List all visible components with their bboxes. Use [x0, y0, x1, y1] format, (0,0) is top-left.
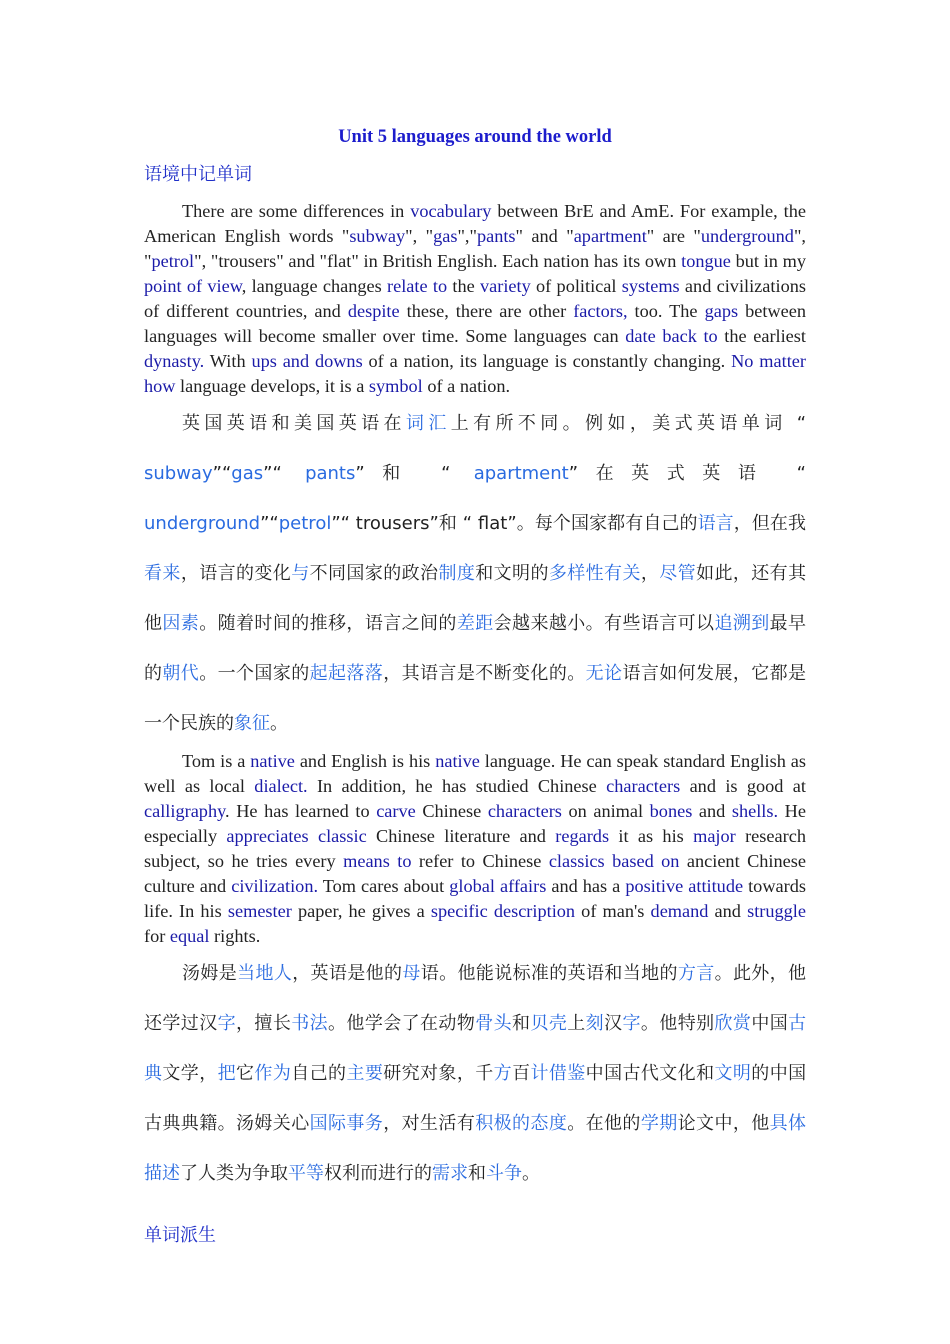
text-run: ”“ trousers”和 “ flat”。每个国家都有自己的 — [331, 513, 698, 534]
text-run: 文学， — [162, 1063, 218, 1084]
paragraph-chinese-1 — [144, 399, 806, 749]
text-run: He especially — [144, 801, 806, 846]
text-run: 语。他能说标准的英语和当地的 — [420, 963, 678, 984]
highlighted-vocabulary: positive attitude — [625, 876, 744, 896]
highlighted-vocabulary: petrol — [278, 513, 332, 534]
text-run: ，对生活有 — [383, 1113, 476, 1134]
text-run: 论文中，他 — [677, 1113, 770, 1134]
text-run: " and " — [515, 226, 574, 246]
highlighted-vocabulary: characters — [487, 801, 562, 821]
highlighted-vocabulary: pants — [305, 463, 356, 484]
text-run: ”在英式英语 “ — [568, 463, 807, 484]
text-run: 。 — [270, 713, 288, 734]
highlighted-vocabulary: 古典 — [144, 1013, 807, 1084]
highlighted-vocabulary: native — [435, 751, 480, 771]
text-run: 它 — [236, 1063, 255, 1084]
highlighted-vocabulary: major — [693, 826, 736, 846]
text-run: Chinese — [415, 801, 488, 821]
highlighted-vocabulary: specific description — [430, 901, 576, 921]
highlighted-vocabulary: petrol — [151, 251, 195, 271]
text-run: too. The — [627, 301, 705, 321]
text-run: 最早的 — [144, 613, 807, 684]
highlighted-vocabulary: relate to — [387, 276, 448, 296]
text-run: but in my — [730, 251, 807, 271]
highlighted-vocabulary: 尽管 — [659, 563, 697, 584]
highlighted-vocabulary: struggle — [747, 901, 806, 921]
highlighted-vocabulary: tongue — [681, 251, 731, 271]
text-run: 。此外，他还学过汉 — [144, 963, 807, 1034]
highlighted-vocabulary: 文明 — [714, 1063, 752, 1084]
highlighted-vocabulary: bones — [649, 801, 693, 821]
text-run: 汤姆是 — [182, 963, 238, 984]
text-run: language. He can speak standard English as well as local — [144, 751, 806, 796]
text-run: . He has learned to — [225, 801, 377, 821]
text-run: ，英语是他的 — [292, 963, 403, 984]
text-run: " are " — [646, 226, 701, 246]
highlighted-vocabulary: subway — [349, 226, 406, 246]
text-run: on animal — [561, 801, 650, 821]
text-run: of a nation. — [422, 376, 511, 396]
highlighted-vocabulary: pants — [476, 226, 516, 246]
highlighted-vocabulary: 方 — [493, 1063, 513, 1084]
text-run: 汉 — [604, 1013, 623, 1034]
highlighted-vocabulary: 书法 — [291, 1013, 329, 1034]
text-run: and English is his — [294, 751, 436, 771]
highlighted-vocabulary: vocabulary — [410, 201, 492, 221]
text-run: ，语言的变化 — [180, 563, 292, 584]
highlighted-vocabulary: underground — [144, 513, 261, 534]
text-run: of man's — [575, 901, 651, 921]
highlighted-vocabulary: 主要 — [346, 1063, 384, 1084]
highlighted-vocabulary: gas — [231, 463, 264, 484]
highlighted-vocabulary: point of view — [144, 276, 242, 296]
text-run: ”和 “ — [355, 463, 474, 484]
text-run: 中国古代文化和 — [585, 1063, 715, 1084]
text-run: Tom cares about — [318, 876, 450, 896]
text-run: 百 — [512, 1063, 531, 1084]
text-run: In addition, he has studied Chinese — [307, 776, 607, 796]
paragraph-english-2 — [144, 749, 806, 949]
text-run: 了人类为争取 — [180, 1163, 288, 1184]
text-run: and has a — [546, 876, 626, 896]
highlighted-vocabulary: systems — [621, 276, 680, 296]
text-run: 的中国古典典籍。汤姆关心 — [144, 1063, 807, 1134]
text-run: ， — [640, 563, 660, 584]
text-run: 和 — [468, 1163, 486, 1184]
highlighted-vocabulary: 斗争 — [486, 1163, 522, 1184]
text-run: 和文明的 — [475, 563, 549, 584]
highlighted-vocabulary: 计借鉴 — [530, 1063, 586, 1084]
highlighted-vocabulary: shells. — [731, 801, 779, 821]
text-run: 权利而进行的 — [324, 1163, 432, 1184]
highlighted-vocabulary: 词汇 — [405, 413, 451, 434]
highlighted-vocabulary: 无论 — [585, 663, 623, 684]
text-run: With — [204, 351, 252, 371]
highlighted-vocabulary: carve — [376, 801, 416, 821]
text-run: 英国英语和美国英语在 — [182, 413, 406, 434]
text-run: Chinese literature and — [366, 826, 556, 846]
text-run: 语言如何发展，它都是一个民族的 — [144, 663, 807, 734]
text-run: 和 — [512, 1013, 531, 1034]
highlighted-vocabulary: 平等 — [288, 1163, 324, 1184]
highlighted-vocabulary: 作为 — [254, 1063, 292, 1084]
highlighted-vocabulary: 语言 — [697, 513, 734, 534]
section-heading-context-vocabulary: 语境中记单词 — [144, 164, 252, 185]
text-run: and — [692, 801, 732, 821]
text-run: towards life. In his — [144, 876, 806, 921]
text-run: 。在他的 — [567, 1113, 641, 1134]
highlighted-vocabulary: 贝壳 — [530, 1013, 568, 1034]
highlighted-vocabulary: dynasty. — [144, 351, 205, 371]
highlighted-vocabulary: native — [250, 751, 295, 771]
text-run: ，但在我 — [733, 513, 807, 534]
document-title: Unit 5 languages around the world — [338, 127, 612, 147]
highlighted-vocabulary: 因素 — [162, 613, 200, 634]
highlighted-vocabulary: 看来 — [144, 563, 181, 584]
highlighted-vocabulary: 国际事务 — [309, 1113, 384, 1134]
highlighted-vocabulary: subway — [144, 463, 213, 484]
text-run: 。他学会了在动物 — [328, 1013, 476, 1034]
highlighted-vocabulary: 具体描述 — [144, 1113, 807, 1184]
text-run: rights. — [209, 926, 261, 946]
highlighted-vocabulary: 多样性有关 — [548, 563, 641, 584]
highlighted-vocabulary: date back to — [625, 326, 718, 346]
text-run: ", "trousers" and "flat" in British English. Each nation has its own — [194, 251, 682, 271]
text-run: ，擅长 — [236, 1013, 292, 1034]
text-run — [309, 826, 318, 846]
highlighted-vocabulary: ups and downs — [251, 351, 363, 371]
text-run: between languages will become smaller over time. Some languages can — [144, 301, 806, 346]
highlighted-vocabulary: 积极的态度 — [475, 1113, 568, 1134]
highlighted-vocabulary: variety — [480, 276, 531, 296]
highlighted-vocabulary: characters — [606, 776, 681, 796]
text-run: 自己的 — [291, 1063, 347, 1084]
highlighted-vocabulary: classics — [548, 851, 605, 871]
highlighted-vocabulary: gaps — [704, 301, 739, 321]
text-run: these, there are other — [399, 301, 574, 321]
highlighted-vocabulary: appreciates — [226, 826, 309, 846]
text-run: of a nation, its language is constantly changing. — [362, 351, 732, 371]
text-run: research subject, so he tries every — [144, 826, 806, 871]
highlighted-vocabulary: underground — [700, 226, 794, 246]
highlighted-vocabulary: 需求 — [432, 1163, 468, 1184]
highlighted-vocabulary: 差距 — [456, 613, 494, 634]
highlighted-vocabulary: 象征 — [234, 713, 270, 734]
highlighted-vocabulary: based on — [612, 851, 680, 871]
text-run: 。一个国家的 — [199, 663, 310, 684]
text-run: and civilizations of different countries, and — [144, 276, 806, 321]
highlighted-vocabulary: despite — [347, 301, 400, 321]
text-run: ”“ — [263, 463, 306, 484]
text-run: 。 — [522, 1163, 540, 1184]
text-run: There are some differences in — [182, 201, 411, 221]
highlighted-vocabulary: 当地人 — [237, 963, 293, 984]
highlighted-vocabulary: 学期 — [640, 1113, 678, 1134]
highlighted-vocabulary: dialect. — [254, 776, 308, 796]
highlighted-vocabulary: factors, — [573, 301, 628, 321]
text-run: Tom is a — [182, 751, 251, 771]
text-run: 如此，还有其他 — [144, 563, 807, 634]
text-run: 上 — [567, 1013, 586, 1034]
highlighted-vocabulary: civilization. — [231, 876, 319, 896]
highlighted-vocabulary: 把 — [217, 1063, 237, 1084]
highlighted-vocabulary: 母 — [402, 963, 421, 984]
paragraph-english-1 — [144, 199, 806, 399]
highlighted-vocabulary: 制度 — [438, 563, 476, 584]
text-run — [605, 851, 612, 871]
highlighted-vocabulary: 朝代 — [162, 663, 200, 684]
text-run: 。他特别 — [640, 1013, 715, 1034]
text-run: for — [144, 926, 170, 946]
text-run: 。随着时间的推移，语言之间的 — [199, 613, 457, 634]
highlighted-vocabulary: 刻 — [585, 1013, 605, 1034]
highlighted-vocabulary: No matter how — [144, 351, 806, 396]
text-run: language develops, it is a — [175, 376, 369, 396]
highlighted-vocabulary: means to — [343, 851, 412, 871]
highlighted-vocabulary: 字 — [217, 1013, 237, 1034]
text-run: between BrE and AmE. For example, the American English words " — [144, 201, 806, 246]
highlighted-vocabulary: calligraphy — [144, 801, 226, 821]
highlighted-vocabulary: semester — [227, 901, 292, 921]
highlighted-vocabulary: equal — [169, 926, 210, 946]
text-run: ”“ — [212, 463, 232, 484]
highlighted-vocabulary: global affairs — [449, 876, 547, 896]
text-run: the earliest — [717, 326, 806, 346]
text-run: of political — [530, 276, 622, 296]
highlighted-vocabulary: 与 — [291, 563, 310, 584]
text-run: 上有所不同。例如，美式英语单词 “ — [450, 413, 807, 434]
text-run: ancient Chinese culture and — [144, 851, 806, 896]
highlighted-vocabulary: 方言 — [677, 963, 715, 984]
text-run: "," — [457, 226, 477, 246]
highlighted-vocabulary: 欣赏 — [714, 1013, 752, 1034]
text-run: ”“ — [260, 513, 279, 534]
highlighted-vocabulary: 起起落落 — [309, 663, 384, 684]
highlighted-vocabulary: apartment — [573, 226, 647, 246]
highlighted-vocabulary: symbol — [368, 376, 423, 396]
highlighted-vocabulary: 骨头 — [475, 1013, 513, 1034]
highlighted-vocabulary: demand — [650, 901, 709, 921]
text-run: , language changes — [241, 276, 387, 296]
text-run: 中国 — [751, 1013, 789, 1034]
highlighted-vocabulary: classic — [317, 826, 367, 846]
highlighted-vocabulary: gas — [433, 226, 458, 246]
paragraph-chinese-2 — [144, 949, 806, 1199]
highlighted-vocabulary: 字 — [622, 1013, 641, 1034]
text-run: ，其语言是不断变化的。 — [383, 663, 586, 684]
text-run: and is good at — [680, 776, 806, 796]
document-page — [144, 0, 806, 1288]
highlighted-vocabulary: 追溯到 — [714, 613, 770, 634]
text-run: ", " — [405, 226, 434, 246]
text-run: the — [447, 276, 480, 296]
text-run: and — [708, 901, 748, 921]
text-run: 会越来越小。有些语言可以 — [493, 613, 715, 634]
text-run: 不同国家的政治 — [309, 563, 439, 584]
highlighted-vocabulary: apartment — [473, 463, 569, 484]
text-run: paper, he gives a — [291, 901, 431, 921]
highlighted-vocabulary: regards — [555, 826, 610, 846]
text-run: ", " — [144, 226, 806, 271]
text-run: refer to Chinese — [411, 851, 549, 871]
text-run: it as his — [609, 826, 694, 846]
text-run: 研究对象，千 — [383, 1063, 494, 1084]
section-heading-word-derivation: 单词派生 — [144, 1225, 216, 1246]
